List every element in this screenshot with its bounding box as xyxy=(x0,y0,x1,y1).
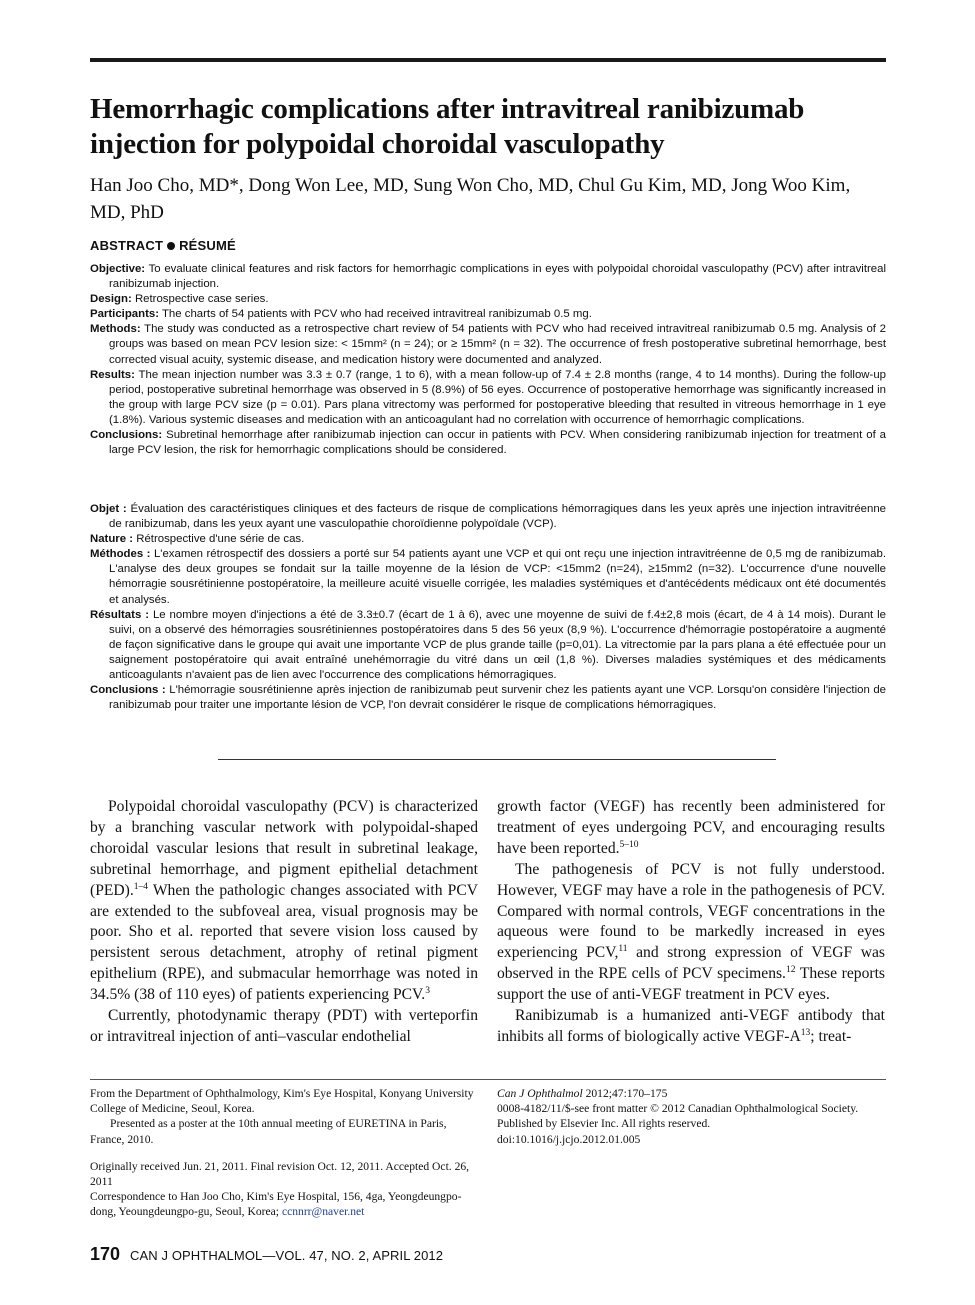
abstract-item: Objet : Évaluation des caractéristiques cliniques et des facteurs de risque de complications hémorragiques dans les yeux après une injection intravitréenne de ranibizumab, dans les yeux ayant une vasculopathie choroïdienne polypoïdale (VCP). xyxy=(90,503,886,531)
email-link[interactable]: ccnnrr@naver.net xyxy=(281,1205,365,1219)
body-column-left xyxy=(90,797,478,1048)
reference-link[interactable]: 3 xyxy=(425,985,430,996)
body-paragraph: growth factor (VEGF) has recently been administered for treatment of eyes undergoing PCV, and encouraging results have been reported.$^{5-10}$ xyxy=(497,798,885,857)
citation-note: Can J Ophthalmol 2012;47:170–175 xyxy=(497,1087,668,1100)
bullet-icon xyxy=(167,242,175,250)
reference-link[interactable]: 5–10 xyxy=(619,839,639,850)
body-column-right xyxy=(497,797,885,1048)
reference-link[interactable]: 13 xyxy=(800,1027,811,1038)
body-paragraph: The pathogenesis of PCV is not fully understood. However, VEGF may have a role in the pathogenesis of PCV. Compared with normal controls, VEGF concentrations in the aqueous were found to be markedly increased in eyes experiencing PCV,$^{11}$ and strong expression of VEGF was observed in the RPE cells of PCV specimens.$^{12}$ These reports support the use of anti-VEGF treatment in PCV eyes. xyxy=(497,860,885,1004)
abstract-item: Méthodes : L'examen rétrospectif des dossiers a porté sur 54 patients ayant une VCP et qui ont reçu une injection intravitréenne de 0,5 mg de ranibizumab. L'analyse des deux groupes se fondait sur la taille moyenne de la lésion de VCP: <15mm2 (n=24), ≥15mm2 (n=32). L'occurrence d'une nouvelle hémorragie sousrétinienne postopératoire, la meilleure acuité visuelle corrigée, les maladies systémiques et d'antécédents médicaux ont été documentés et analysés. xyxy=(90,548,886,606)
section-divider xyxy=(218,759,776,760)
abstract-item: Nature : Rétrospective d'une série de cas. xyxy=(90,533,305,546)
presentation-note: Presented as a poster at the 10th annual meeting of EURETINA in Paris, France, 2010. xyxy=(90,1117,447,1146)
affiliation-note: From the Department of Ophthalmology, Kim's Eye Hospital, Konyang University College of Medicine, Seoul, Korea. xyxy=(90,1087,474,1116)
abstract-item: Methods: The study was conducted as a retrospective chart review of 54 patients with PCV who had received intravitreal ranibizumab 0.5 mg. Analysis of 2 groups was based on mean PCV lesion size: < 15mm² (n = 24); or ≥ 15mm² (n = 32). The occurrence of fresh postoperative subretinal hemorrhage, best corrected visual acuity, systemic disease, and medication history were documented and analyzed. xyxy=(90,323,886,366)
received-note: Originally received Jun. 21, 2011. Final revision Oct. 12, 2011. Accepted Oct. 26, 2011 xyxy=(90,1159,470,1189)
abstract-item: Conclusions: Subretinal hemorrhage after ranibizumab injection can occur in patients with PCV. When considering ranibizumab injection for treatment of a large PCV lesion, the risk for hemorrhagic complications should be considered. xyxy=(90,429,886,457)
abstract-english xyxy=(90,262,886,458)
abstract-heading-fr: RÉSUMÉ xyxy=(179,238,236,253)
doi-link[interactable]: doi:10.1016/j.jcjo.2012.01.005 xyxy=(497,1132,641,1146)
abstract-item: Participants: The charts of 54 patients with PCV who had received intravitreal ranibizumab 0.5 mg. xyxy=(90,308,592,321)
footnotes-right xyxy=(497,1086,887,1147)
page-number: 170 xyxy=(90,1244,121,1264)
abstract-item: Résultats : Le nombre moyen d'injections a été de 3.3±0.7 (écart de 1 à 6), avec une moyenne de suivi de f.4±2,8 mois (écart, de 4 à 14 mois). Durant le suivi, on a observé des hémorragies sousrétiniennes postopératoires dans 5 des 56 yeux (8,9 %). L'occurrence d'hémorragie postopératoire a augmenté de façon significative dans le groupe qui avait une importante VCP de plus grande taille (p=0,01). La vitrectomie par la pars plana a été effectuée pour un saignement postopératoire qui avait entraîné unehémorragie du vitré dans un œil (1,8 %). Diverses maladies systémiques et des médicaments anticoagulants n'avaient pas de lien avec l'occurrence des complications hémorragiques. xyxy=(90,608,886,682)
abstract-heading-en: ABSTRACT xyxy=(90,238,164,253)
author-list: Han Joo Cho, MD*, Dong Won Lee, MD, Sung Won Cho, MD, Chul Gu Kim, MD, Jong Woo Kim, MD, PhD xyxy=(90,175,851,223)
abstract-item: Objective: To evaluate clinical features and risk factors for hemorrhagic complications in eyes with polypoidal choroidal vasculopathy (PCV) after intravitreal ranibizumab injection. xyxy=(90,263,886,291)
abstract-item: Results: The mean injection number was 3.3 ± 0.7 (range, 1 to 6), with a mean follow-up of 7.4 ± 2.8 months (range, 4 to 14 months). During the follow-up period, postoperative subretinal hemorrhage was observed in 5 (8.9%) of 56 eyes. Occurrence of postoperative hemorrhage was significantly increased in the group with large PCV size (p = 0.01). Pars plana vitrectomy was performed for postoperative bleeding that resulted in vitreous hemorrhage in 1 eye (1.8%). Various systemic diseases and medication with an anticoagulant had no correlation with occurrence of hemorrhagic complications. xyxy=(90,368,886,426)
reference-link[interactable]: 11 xyxy=(618,944,628,955)
article-title: Hemorrhagic complications after intravitreal ranibizumab injection for polypoidal choroidal vasculopathy xyxy=(90,93,805,160)
body-paragraph: Polypoidal choroidal vasculopathy (PCV) is characterized by a branching vascular network with polypoidal-shaped choroidal vascular lesions that result in subretinal leakage, subretinal hemorrhage, and pigment epithelial detachment (PED).$^{1-4}$ When the pathologic changes associated with PCV are extended to the subfoveal area, visual prognosis may be poor. Sho et al. reported that severe vision loss caused by persistent serous detachment, atrophy of retinal pigment epithelium (RPE), and submacular hemorrhage was noted in 34.5% (38 of 110 eyes) of patients experiencing PCV.$^3$ xyxy=(90,798,478,1004)
journal-running-footer: CAN J OPHTHALMOL—VOL. 47, NO. 2, APRIL 2012 xyxy=(130,1248,444,1263)
footnotes-left xyxy=(90,1086,478,1220)
body-paragraph: Ranibizumab is a humanized anti-VEGF antibody that inhibits all forms of biologically active VEGF-$A^{13}$; treat- xyxy=(497,1007,885,1045)
body-paragraph: Currently, photodynamic therapy (PDT) with verteporfin or intravitreal injection of anti–vascular endothelial xyxy=(90,1007,478,1045)
copyright-note: 0008-4182/11/$-see front matter © 2012 Canadian Ophthalmological Society. Published by Elsevier Inc. All rights reserved. xyxy=(497,1102,859,1131)
top-rule xyxy=(90,58,886,62)
correspondence-note: Correspondence to Han Joo Cho, Kim's Eye Hospital, 156, 4ga, Yeongdeungpo-dong, Yeoungdeungpo-gu, Seoul, Korea; ccnnrr@naver.net xyxy=(90,1190,462,1219)
abstract-item: Design: Retrospective case series. xyxy=(90,293,269,306)
abstract-heading xyxy=(90,238,236,253)
abstract-item: Conclusions : L'hémorragie sousrétinienne après injection de ranibizumab peut survenir chez les patients ayant une VCP. Lorsqu'on considère l'injection de ranibizumab pour traiter une importante lésion de VCP, l'on devrait considérer le risque de complications hémorragiques. xyxy=(90,684,886,712)
abstract-french xyxy=(90,502,886,713)
reference-link[interactable]: 1–4 xyxy=(133,881,148,892)
footnote-rule xyxy=(90,1079,886,1080)
reference-link[interactable]: 12 xyxy=(785,965,796,976)
page-footer xyxy=(90,1244,443,1265)
